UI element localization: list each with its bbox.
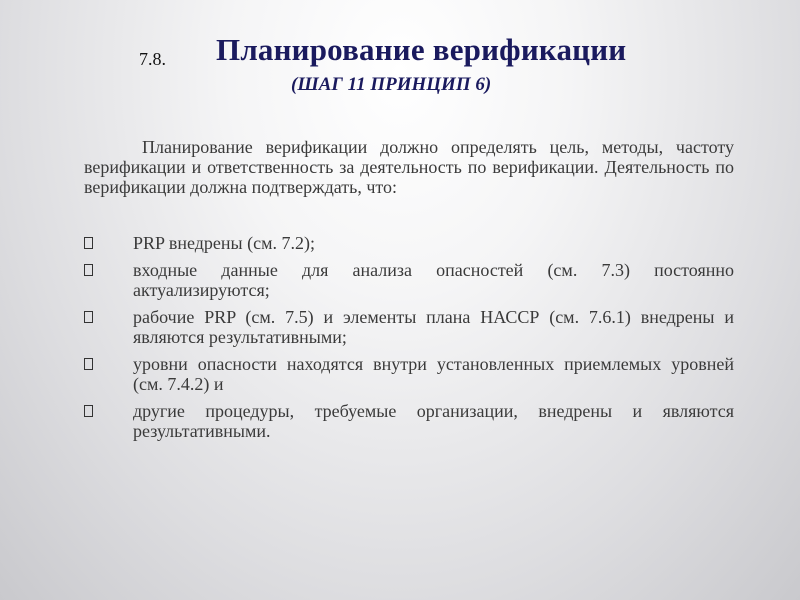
empty-square-icon — [84, 264, 93, 276]
section-number: 7.8. — [139, 49, 166, 69]
empty-square-icon — [84, 358, 93, 370]
empty-square-icon — [84, 237, 93, 249]
empty-square-icon — [84, 311, 93, 323]
intro-paragraph: Планирование верификации должно определять цель, методы, частоту верификации и ответственность за деятельность по верификации. Деятельность по верификации должна подтверждать, что: — [84, 137, 734, 197]
bullet-text: рабочие PRP (см. 7.5) и элементы плана НАССР (см. 7.6.1) внедрены и являются результативными; — [133, 307, 734, 347]
list-item — [84, 354, 734, 394]
list-item — [84, 307, 734, 347]
empty-square-icon — [84, 405, 93, 417]
bullet-text: входные данные для анализа опасностей (см. 7.3) постоянно актуализируются; — [133, 260, 734, 300]
bullet-text: PRP внедрены (см. 7.2); — [133, 233, 315, 253]
slide-title: Планирование верификации — [216, 32, 627, 67]
slide-subtitle: (ШАГ 11 ПРИНЦИП 6) — [291, 74, 492, 95]
bullet-list — [84, 233, 734, 448]
bullet-text: уровни опасности находятся внутри установленных приемлемых уровней (см. 7.4.2) и — [133, 354, 734, 394]
list-item — [84, 260, 734, 300]
list-item — [84, 401, 734, 441]
bullet-text: другие процедуры, требуемые организации, внедрены и являются результативными. — [133, 401, 734, 441]
list-item — [84, 233, 734, 253]
